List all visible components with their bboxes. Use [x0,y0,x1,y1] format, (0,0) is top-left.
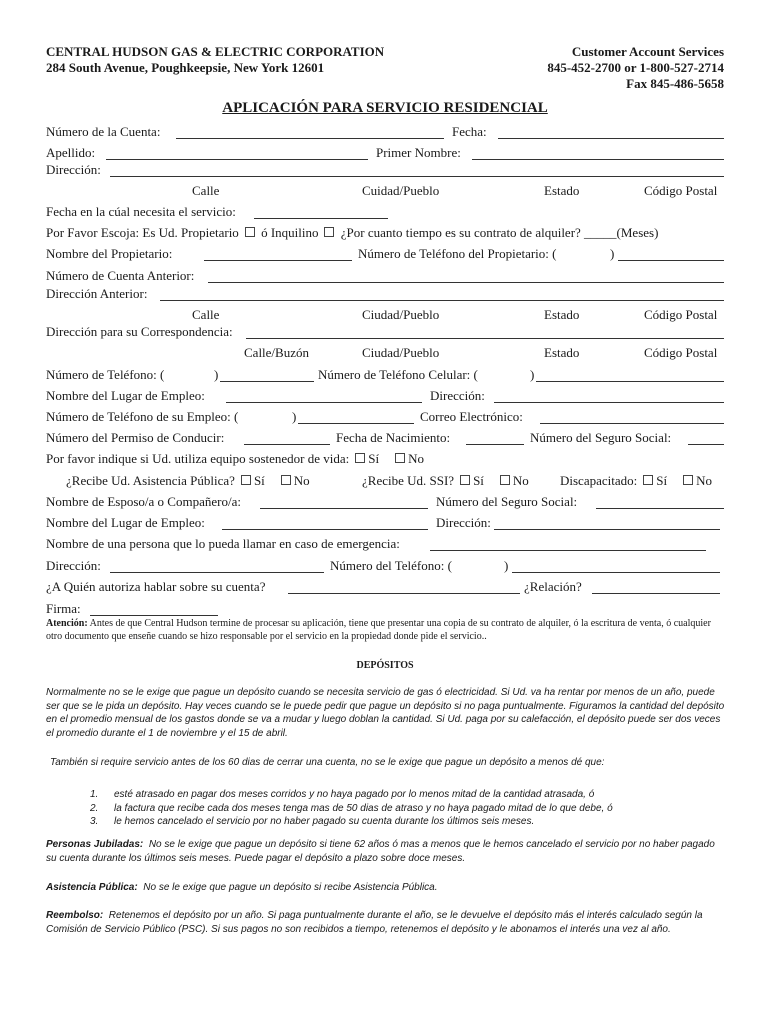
phone-numbers: 845-452-2700 or 1-800-527-2714 [547,60,724,75]
cell-field[interactable] [536,367,724,382]
list-text: la factura que recibe cada dos meses tenga mas de 50 dias de atraso y no haya pagado mitad de lo que debe, ó [114,802,613,814]
label-prev-account: Número de Cuenta Anterior: [46,268,195,283]
row-prev-account [46,268,724,286]
label-yes-3: Sí [473,473,484,488]
label-employer-2: Nombre del Lugar de Empleo: [46,515,205,530]
life-support-yes-checkbox[interactable] [355,453,365,463]
sub-zip-3: Código Postal [644,345,718,360]
label-prev-address: Dirección Anterior: [46,286,148,301]
label-date: Fecha: [452,124,487,139]
relation-field[interactable] [592,579,720,594]
row-spouse [46,494,724,512]
label-license: Número del Permiso de Conducir: [46,430,225,445]
row-service-date [46,204,724,222]
spouse-ssn-field[interactable] [596,494,724,509]
date-field[interactable] [498,124,724,139]
owner-checkbox[interactable] [245,227,255,237]
row-account [46,124,724,142]
emergency-address-field[interactable] [110,558,324,573]
ssi-group [362,473,529,489]
deposits-paragraph-1: Normalmente no se le exige que pague un depósito cuando se necesita servicio de gas ó electricidad. Si Ud. va ha rentar por menos de un año, puede ser que se le pida un depósito. Hay veces cuando se le puede pedir que pague un depósito si no paga puntualmente. Figuramos la cantidad del depósito en el promedio mensual de los gastos donde se va a mudar y luego doblan la cantidad. Si Ud. paga por su calefacción, el depósito puede ser dos veces el promedio durante el 1 de noviembre y el 15 de abril. [46,687,725,739]
label-service-date: Fecha en la cúal necesita el servicio: [46,204,236,219]
label-no-4: No [696,473,712,488]
spouse-field[interactable] [260,494,428,509]
sub-zip: Código Postal [644,183,718,198]
emergency-phone-field[interactable] [512,558,720,573]
row-employer-2 [46,515,724,533]
list-item [90,815,613,829]
company-block [46,44,384,76]
label-ssn: Número del Seguro Social: [530,430,672,445]
deposit-conditions-list [90,788,613,829]
contact-block [547,44,724,92]
label-address-3: Dirección: [46,558,101,573]
label-life-support: Por favor indique si Ud. utiliza equipo sostenedor de vida: [46,451,350,466]
label-work-phone: Número de Teléfono de su Empleo: ( [46,409,239,424]
owner-name-field[interactable] [204,246,352,261]
label-email: Correo Electrónico: [420,409,523,424]
sub-city-2: Ciudad/Pueblo [362,307,440,322]
row-license [46,430,724,448]
prev-account-field[interactable] [208,268,724,283]
label-employer-address: Dirección: [430,388,485,403]
label-last-name: Apellido: [46,145,96,160]
list-number: 2. [90,802,99,814]
label-emergency: Nombre de una persona que lo pueda llamar en caso de emergencia: [46,536,400,551]
fax-number: Fax 845-486-5658 [626,76,724,91]
public-assist-yes-checkbox[interactable] [241,475,251,485]
sub-street-2: Calle [192,307,220,322]
assist-text: No se le exige que pague un depósito si recibe Asistencia Pública. [143,882,438,893]
label-owner-name: Nombre del Propietario: [46,246,173,261]
sub-state-2: Estado [544,307,580,322]
owner-phone-paren: ) [610,246,615,261]
label-owner-phone: Número de Teléfono del Propietario: ( [358,246,557,261]
owner-phone-field[interactable] [618,246,724,261]
assist-label: Asistencia Pública: [46,882,138,893]
row-name [46,145,724,163]
list-text: le hemos cancelado el servicio por no haber pagado su cuenta durante los últimos seis meses. [114,816,535,827]
row-owner-tenant [46,225,724,243]
label-choose: Por Favor Escoja: Es Ud. Propietario [46,225,239,240]
company-address: 284 South Avenue, Poughkeepsie, New York 12601 [46,60,325,75]
disabled-group [560,473,712,489]
dob-field[interactable] [466,430,524,445]
label-spouse: Nombre de Esposo/a o Compañero/a: [46,494,241,509]
label-no-2: No [293,473,310,488]
life-support-no-checkbox[interactable] [395,453,405,463]
row-emergency-address [46,558,724,576]
attention-label: Atención: [46,618,88,629]
deposits-title: DEPÓSITOS [356,660,414,671]
label-ssn-2: Número del Seguro Social: [436,494,578,509]
refund-paragraph [46,909,726,936]
license-field[interactable] [244,430,330,445]
cell-paren: ) [530,367,535,382]
employer-2-address-field[interactable] [494,515,720,530]
row-mail-address [46,324,724,342]
retired-label: Personas Jubiladas: [46,839,144,850]
list-item [90,788,613,802]
row-owner [46,246,724,264]
signature-field[interactable] [90,601,218,616]
work-phone-field[interactable] [298,409,414,424]
label-yes: Sí [368,451,380,466]
address-field[interactable] [110,162,724,177]
ssn-field[interactable] [688,430,724,445]
label-employer: Nombre del Lugar de Empleo: [46,388,205,403]
public-assist-group [66,473,310,489]
sub-city: Cuidad/Pueblo [362,183,440,198]
last-name-field[interactable] [106,145,368,160]
label-signature: Firma: [46,601,81,616]
row-emergency [46,536,724,554]
label-phone: Número de Teléfono: ( [46,367,165,382]
phone-3-paren: ) [504,558,509,573]
employer-2-field[interactable] [222,515,428,530]
retired-text: No se le exige que pague un depósito si tiene 62 años ó mas a menos que le hemos cancelado el servicio por no haber pagado su cuenta durante los últimos seis meses. Puede pagar el depósito a plazo sobre doce meses. [46,839,715,864]
label-lease: ¿Por cuanto tiempo es su contrato de alquiler? _____(Meses) [340,225,659,240]
label-address: Dirección: [46,162,101,177]
deposits-paragraph-2: También si require servicio antes de los 60 dias de cerrar una cuenta, no se le exige que pague un depósito a menos dé que: [50,757,605,768]
email-field[interactable] [540,409,724,424]
label-cell: Número de Teléfono Celular: ( [318,367,478,382]
label-tenant: ó Inquilino [261,225,319,240]
work-phone-paren: ) [292,409,297,424]
row-prev-address [46,286,724,304]
label-relation: ¿Relación? [524,579,582,594]
row-life-support [46,451,724,469]
label-yes-4: Sí [656,473,668,488]
sub-city-3: Ciudad/Pueblo [362,345,440,360]
mail-address-field[interactable] [246,324,724,339]
label-authorize: ¿A Quién autoriza hablar sobre su cuenta? [46,579,266,594]
disabled-yes-checkbox[interactable] [643,475,653,485]
public-assist-paragraph [46,881,726,895]
label-account: Número de la Cuenta: [46,124,161,139]
row-address [46,162,724,180]
row-work-phone [46,409,724,427]
disabled-no-checkbox[interactable] [683,475,693,485]
label-address-2: Dirección: [436,515,491,530]
public-assist-no-checkbox[interactable] [281,475,291,485]
attention-text: Antes de que Central Hudson termine de procesar su aplicación, tiene que presentar una copia de su contrato de alquiler, ó la escritura de venta, ó cualquier otro documento que enseñe cuando se hizo responsable por el servicio en la propiedad donde pide el servicio.. [46,618,711,642]
row-employer [46,388,724,406]
dept-name: Customer Account Services [571,44,724,59]
ssi-no-checkbox[interactable] [500,475,510,485]
list-number: 1. [90,789,99,800]
label-disabled: Discapacitado: [560,473,638,488]
sub-street-box: Calle/Buzón [244,345,309,360]
label-first-name: Primer Nombre: [376,145,461,160]
employer-address-field[interactable] [494,388,724,403]
label-public-assist: ¿Recibe Ud. Asistencia Pública? [66,473,235,488]
company-name: CENTRAL HUDSON GAS & ELECTRIC CORPORATION [46,44,385,59]
label-no-3: No [512,473,529,488]
label-yes-2: Sí [253,473,265,488]
list-text: esté atrasado en pagar dos meses corridos y no haya pagado por lo menos mitad de la cantidad atrasada, ó [114,789,595,800]
phone-field[interactable] [220,367,314,382]
emergency-field[interactable] [430,536,706,551]
ssi-yes-checkbox[interactable] [460,475,470,485]
refund-label: Reembolso: [46,910,104,921]
tenant-checkbox[interactable] [324,227,334,237]
refund-text: Retenemos el depósito por un año. Si paga puntualmente durante el año, se le devuelve el depósito más el interés calculado según la Comisión de Servicio Público (PSC). Si sus pagos no son recibidos a tiempo, retenemos el depósito y le abonamos el interés una vez al año. [46,910,703,935]
sub-state: Estado [544,183,580,198]
label-dob: Fecha de Nacimiento: [336,430,451,445]
life-support-group [46,451,424,467]
account-number-field[interactable] [176,124,444,139]
sub-state-3: Estado [544,345,580,360]
choose-group [46,225,658,241]
service-date-field[interactable] [254,204,388,219]
first-name-field[interactable] [472,145,724,160]
attention-note [46,617,726,643]
label-no: No [408,451,425,466]
form-title: APLICACIÓN PARA SERVICIO RESIDENCIAL [222,100,548,116]
retired-paragraph [46,838,726,865]
authorize-field[interactable] [288,579,520,594]
row-phone [46,367,724,385]
prev-address-field[interactable] [160,286,724,301]
list-number: 3. [90,816,99,827]
label-mail-address: Dirección para su Correspondencia: [46,324,233,339]
row-assistance [46,473,724,491]
label-phone-3: Número del Teléfono: ( [330,558,452,573]
row-authorize [46,579,724,597]
list-item [90,802,613,816]
label-ssi: ¿Recibe Ud. SSI? [362,473,455,488]
sub-street: Calle [192,183,220,198]
sub-zip-2: Código Postal [644,307,718,322]
employer-field[interactable] [226,388,422,403]
phone-paren: ) [214,367,219,382]
